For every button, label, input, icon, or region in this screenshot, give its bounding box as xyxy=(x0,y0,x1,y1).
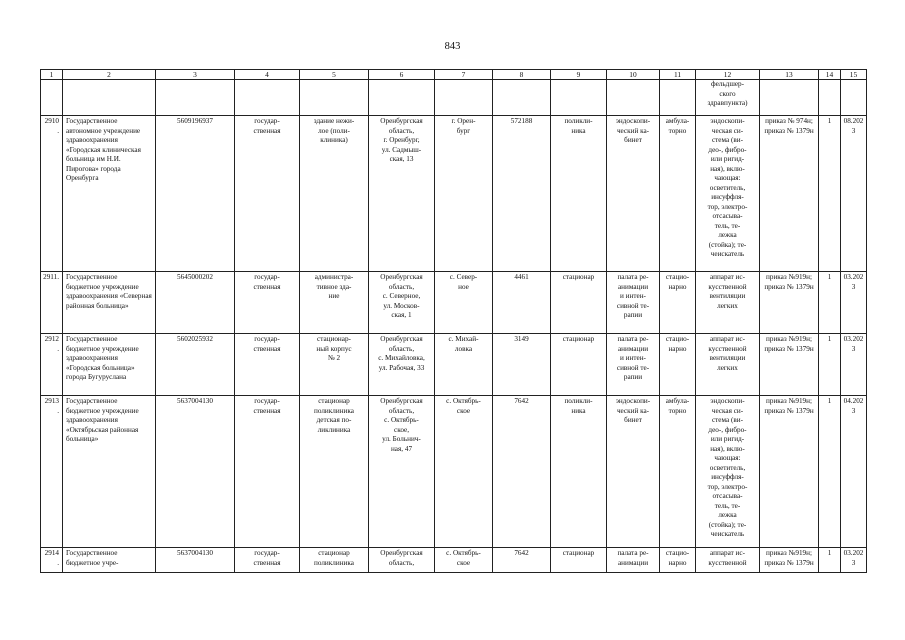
organization-name-cell: Государственное бюджетное учреждение здравоохранения «Северная районная больница» xyxy=(63,272,156,334)
unit-type-cell: поликли- ника xyxy=(551,116,607,272)
cell xyxy=(760,80,819,116)
room-type-cell: эндоскопи- ческий ка- бинет xyxy=(607,116,660,272)
unit-type-cell: поликли- ника xyxy=(551,396,607,548)
header-cell: 14 xyxy=(819,70,841,80)
equipment-cell: аппарат ис- кусственной xyxy=(696,548,760,573)
locality-cell: с. Октябрь- ское xyxy=(435,548,493,573)
cell xyxy=(369,80,435,116)
building-type-cell: стационар поликлиника детская по- ликлиника xyxy=(300,396,369,548)
building-type-cell: администра- тивное зда- ние xyxy=(300,272,369,334)
facility-table xyxy=(40,69,867,573)
quantity-cell: 1 xyxy=(819,396,841,548)
room-type-cell: эндоскопи- ческий ка- бинет xyxy=(607,396,660,548)
order-ref-cell: приказ №919н; приказ № 1379н xyxy=(760,272,819,334)
order-ref-cell: приказ № 974н; приказ № 1379н xyxy=(760,116,819,272)
row-number-cell: 2913. xyxy=(41,396,63,548)
date-cell: 03.2023 xyxy=(841,334,867,396)
cell xyxy=(607,80,660,116)
equipment-cell: эндоскопи- ческая си- стема (ви- део-, фибро- или ригид- ная), вклю- чающая: осветитель, инсуффля- тор, электро- отсасыва- тель, те- лежка (стойка); те- чеискатель xyxy=(696,116,760,272)
header-cell: 8 xyxy=(493,70,551,80)
header-cell: 13 xyxy=(760,70,819,80)
organization-name-cell: Государственное бюджетное учреждение здравоохранения «Городская больница» города Бугуруслана xyxy=(63,334,156,396)
population-cell: 572188 xyxy=(493,116,551,272)
population-cell: 7642 xyxy=(493,548,551,573)
row-number-cell: 2910. xyxy=(41,116,63,272)
header-cell: 1 xyxy=(41,70,63,80)
table-body xyxy=(41,70,867,573)
locality-cell: с. Михай- ловка xyxy=(435,334,493,396)
header-cell: 15 xyxy=(841,70,867,80)
ownership-type-cell: государ- ственная xyxy=(235,272,300,334)
header-row xyxy=(41,70,867,80)
address-cell: Оренбургская область, с. Михайловка, ул. Рабочая, 33 xyxy=(369,334,435,396)
cell xyxy=(435,80,493,116)
locality-cell: с. Октябрь- ское xyxy=(435,396,493,548)
equipment-cell: аппарат ис- кусственной вентиляции легких xyxy=(696,272,760,334)
ownership-type-cell: государ- ственная xyxy=(235,396,300,548)
header-cell: 7 xyxy=(435,70,493,80)
cell xyxy=(493,80,551,116)
row-number-cell: 2914. xyxy=(41,548,63,573)
date-cell: 03.2023 xyxy=(841,548,867,573)
ownership-type-cell: государ- ственная xyxy=(235,116,300,272)
organization-name-cell: Государственное бюджетное учре- xyxy=(63,548,156,573)
building-type-cell: здание нежи- лое (поли- клиника) xyxy=(300,116,369,272)
header-cell: 11 xyxy=(660,70,696,80)
inn-code-cell: 5645000202 xyxy=(156,272,235,334)
inn-code-cell: 5609196937 xyxy=(156,116,235,272)
locality-cell: г. Орен- бург xyxy=(435,116,493,272)
cell xyxy=(41,80,63,116)
quantity-cell: 1 xyxy=(819,116,841,272)
header-cell: 3 xyxy=(156,70,235,80)
cell xyxy=(300,80,369,116)
address-cell: Оренбургская область, г. Оренбург, ул. Садмыш- ская, 13 xyxy=(369,116,435,272)
inn-code-cell: 5602025932 xyxy=(156,334,235,396)
date-cell: 03.2023 xyxy=(841,272,867,334)
organization-name-cell: Государственное бюджетное учреждение здравоохранения «Октябрьская районная больница» xyxy=(63,396,156,548)
room-type-cell: палата ре- анимации xyxy=(607,548,660,573)
address-cell: Оренбургская область, с. Северное, ул. Москов- ская, 1 xyxy=(369,272,435,334)
header-cell: 4 xyxy=(235,70,300,80)
building-type-cell: стационар- ный корпус № 2 xyxy=(300,334,369,396)
header-cell: 6 xyxy=(369,70,435,80)
unit-type-cell: стационар xyxy=(551,272,607,334)
care-form-cell: стацио- нарно xyxy=(660,334,696,396)
header-cell: 12 xyxy=(696,70,760,80)
address-cell: Оренбургская область, с. Октябрь- ское, ул. Больнич- ная, 47 xyxy=(369,396,435,548)
cell xyxy=(841,80,867,116)
address-cell: Оренбургская область, xyxy=(369,548,435,573)
order-ref-cell: приказ №919н; приказ № 1379н xyxy=(760,548,819,573)
cell xyxy=(819,80,841,116)
quantity-cell: 1 xyxy=(819,272,841,334)
cell xyxy=(235,80,300,116)
order-ref-cell: приказ №919н; приказ № 1379н xyxy=(760,396,819,548)
equipment-cell: эндоскопи- ческая си- стема (ви- део-, фибро- или ригид- ная), вклю- чающая: осветитель, инсуффля- тор, электро- отсасыва- тель, те- лежка (стойка); те- чеискатель xyxy=(696,396,760,548)
care-form-cell: стацио- нарно xyxy=(660,272,696,334)
header-cell: 9 xyxy=(551,70,607,80)
table-row xyxy=(41,272,867,334)
unit-type-cell: стационар xyxy=(551,548,607,573)
header-cell: 2 xyxy=(63,70,156,80)
ownership-type-cell: государ- ственная xyxy=(235,548,300,573)
cell xyxy=(660,80,696,116)
page-number: 843 xyxy=(444,41,461,52)
date-cell: 08.2023 xyxy=(841,116,867,272)
population-cell: 7642 xyxy=(493,396,551,548)
header-cell: 5 xyxy=(300,70,369,80)
ownership-type-cell: государ- ственная xyxy=(235,334,300,396)
cell xyxy=(551,80,607,116)
row-number-cell: 2911. xyxy=(41,272,63,334)
inn-code-cell: 5637004130 xyxy=(156,548,235,573)
header-cell: 10 xyxy=(607,70,660,80)
table-row xyxy=(41,548,867,573)
care-form-cell: амбула- торно xyxy=(660,396,696,548)
cell xyxy=(156,80,235,116)
locality-cell: с. Север- ное xyxy=(435,272,493,334)
continuation-row xyxy=(41,80,867,116)
care-form-cell: амбула- торно xyxy=(660,116,696,272)
table-row xyxy=(41,116,867,272)
cell xyxy=(63,80,156,116)
equipment-cell: аппарат ис- кусственной вентиляции легких xyxy=(696,334,760,396)
organization-name-cell: Государственное автономное учреждение здравоохранения «Городская клиническая больница им Н.И. Пирогова» города Оренбурга xyxy=(63,116,156,272)
order-ref-cell: приказ №919н; приказ № 1379н xyxy=(760,334,819,396)
equipment-cell: фельдшер- ского здравпункта) xyxy=(696,80,760,116)
care-form-cell: стацио- нарно xyxy=(660,548,696,573)
inn-code-cell: 5637004130 xyxy=(156,396,235,548)
population-cell: 3149 xyxy=(493,334,551,396)
quantity-cell: 1 xyxy=(819,548,841,573)
unit-type-cell: стационар xyxy=(551,334,607,396)
row-number-cell: 2912. xyxy=(41,334,63,396)
date-cell: 04.2023 xyxy=(841,396,867,548)
table-row xyxy=(41,334,867,396)
room-type-cell: палата ре- анимации и интен- сивной те- рапии xyxy=(607,272,660,334)
table-row xyxy=(41,396,867,548)
room-type-cell: палата ре- анимации и интен- сивной те- рапии xyxy=(607,334,660,396)
quantity-cell: 1 xyxy=(819,334,841,396)
population-cell: 4461 xyxy=(493,272,551,334)
building-type-cell: стационар поликлиника xyxy=(300,548,369,573)
